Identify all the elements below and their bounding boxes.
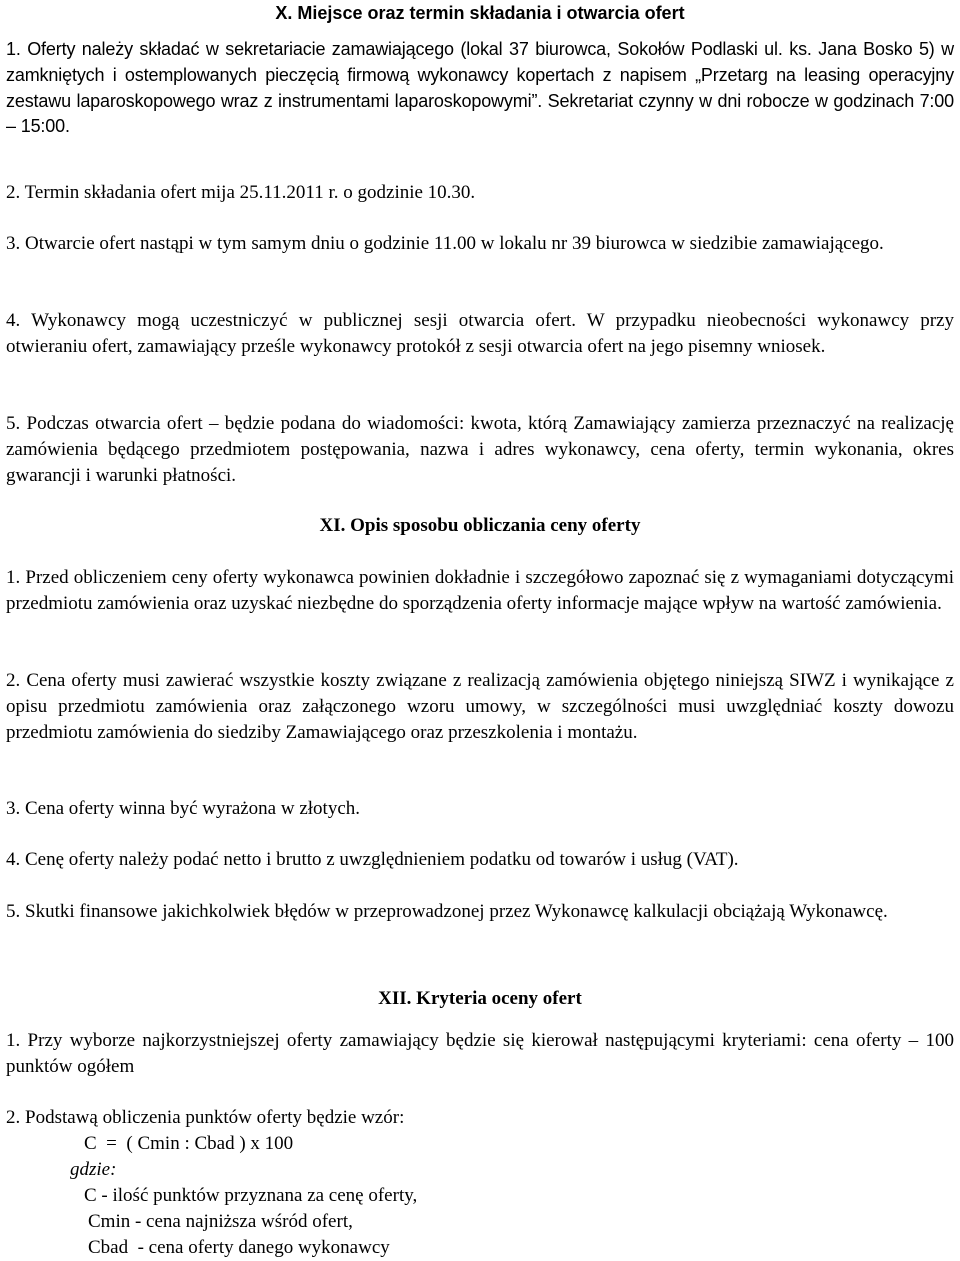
paragraph-xi-5: 5. Skutki finansowe jakichkolwiek błędów w przeprowadzonej przez Wykonawcę kalkulacji obciążają Wykonawcę. <box>6 901 888 922</box>
paragraph-xi-2: 2. Cena oferty musi zawierać wszystkie koszty związane z realizacją zamówienia objętego niniejszą SIWZ i wynikające z opisu przedmiotu zamówienia oraz załączonego wzoru umowy, w szczególności musi uwzględniać koszty dowozu przedmiotu zamówienia do siedziby Zamawiającego oraz przeszkolenia i montażu. <box>6 670 954 743</box>
definition-c: C - ilość punktów przyznana za cenę oferty, <box>84 1185 418 1206</box>
paragraph-xii-2: 2. Podstawą obliczenia punktów oferty będzie wzór: <box>6 1107 405 1128</box>
paragraph-xi-4: 4. Cenę oferty należy podać netto i brutto z uwzględnieniem podatku od towarów i usług (VAT). <box>6 849 739 870</box>
gdzie-label: gdzie: <box>70 1159 117 1180</box>
paragraph-x-5: 5. Podczas otwarcia ofert – będzie podana do wiadomości: kwota, którą Zamawiający zamierza przeznaczyć na realizację zamówienia będącego przedmiotem postępowania, nazwa i adres wykonawcy, cena oferty, termin wykonania, okres gwarancji i warunki płatności. <box>6 413 954 486</box>
paragraph-x-2: 2. Termin składania ofert mija 25.11.2011 r. o godzinie 10.30. <box>6 182 476 203</box>
paragraph-x-1: 1. Oferty należy składać w sekretariacie zamawiającego (lokal 37 biurowca, Sokołów Podlaski ul. ks. Jana Bosko 5) w zamkniętych i ostemplowanych pieczęcią firmową wykonawcy kopertach z napisem „Przetarg na leasing operacyjny zestawu laparoskopowego wraz z instrumentami laparoskopowymi”. Sekretariat czynny w dni robocze w godzinach 7:00 – 15:00. <box>6 39 954 137</box>
formula: C = ( Cmin : Cbad ) x 100 <box>84 1133 294 1154</box>
section-heading-xi: XI. Opis sposobu obliczania ceny oferty <box>319 515 641 536</box>
paragraph-xi-3: 3. Cena oferty winna być wyrażona w złotych. <box>6 798 361 819</box>
paragraph-x-3: 3. Otwarcie ofert nastąpi w tym samym dniu o godzinie 11.00 w lokalu nr 39 biurowca w siedzibie zamawiającego. <box>6 233 884 254</box>
definition-cmin: Cmin - cena najniższa wśród ofert, <box>88 1211 353 1232</box>
definition-cbad: Cbad - cena oferty danego wykonawcy <box>88 1237 390 1258</box>
paragraph-xi-1: 1. Przed obliczeniem ceny oferty wykonawca powinien dokładnie i szczegółowo zapoznać się z wymaganiami dotyczącymi przedmiotu zamówienia oraz uzyskać niezbędne do sporządzenia oferty informacje mające wpływ na wartość zamówienia. <box>6 567 954 614</box>
paragraph-x-4: 4. Wykonawcy mogą uczestniczyć w publicznej sesji otwarcia ofert. W przypadku nieobecności wykonawcy przy otwieraniu ofert, zamawiający prześle wykonawcy protokół z sesji otwarcia ofert na jego pisemny wniosek. <box>6 310 954 357</box>
section-heading-xii: XII. Kryteria oceny ofert <box>378 988 582 1009</box>
paragraph-xii-1: 1. Przy wyborze najkorzystniejszej oferty zamawiający będzie się kierował następującymi kryteriami: cena oferty – 100 punktów ogółem <box>6 1030 954 1077</box>
section-heading-x: X. Miejsce oraz termin składania i otwarcia ofert <box>275 3 685 23</box>
